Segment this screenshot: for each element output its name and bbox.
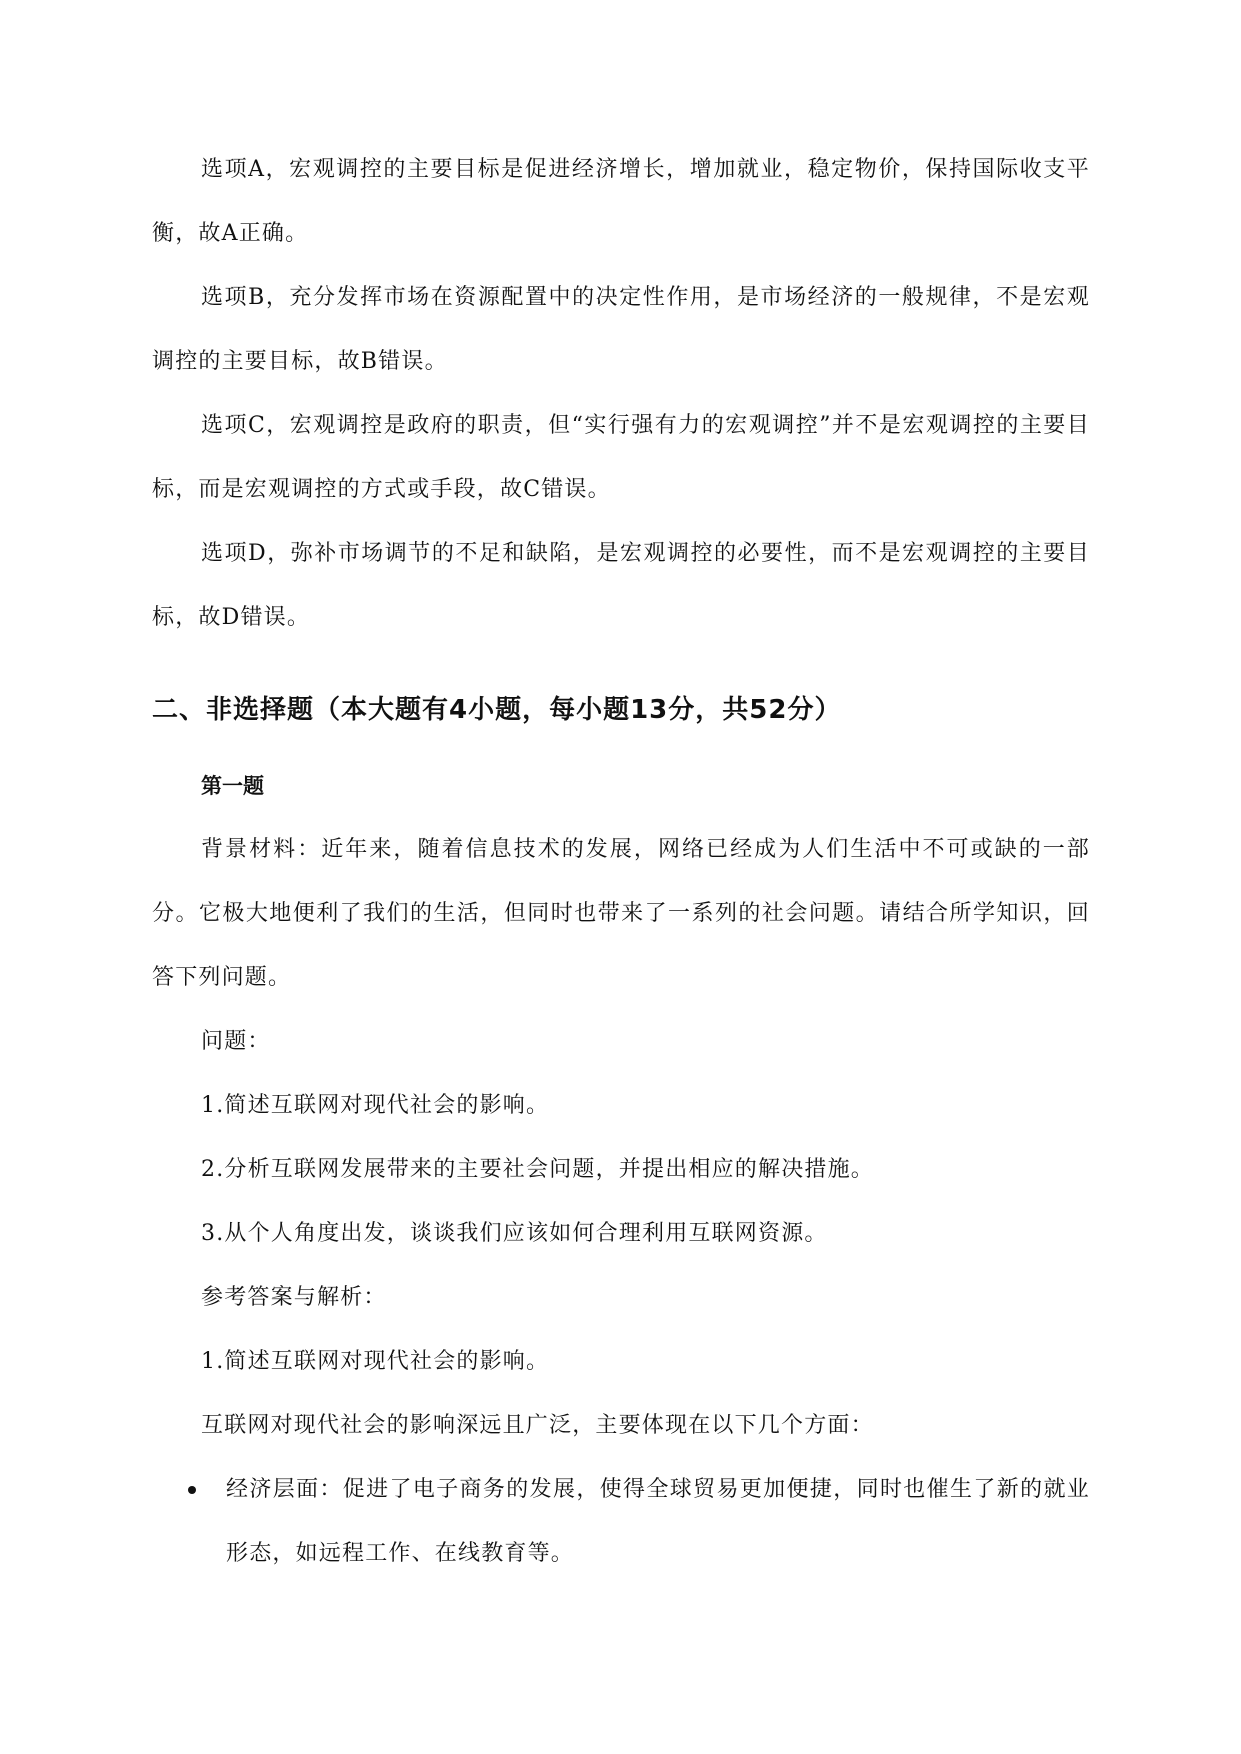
question-item-3: 3.从个人角度出发，谈谈我们应该如何合理利用互联网资源。	[201, 1221, 828, 1246]
question-item-2: 2.分析互联网发展带来的主要社会问题，并提出相应的解决措施。	[201, 1157, 874, 1182]
question-item-1: 1.简述互联网对现代社会的影响。	[201, 1093, 550, 1118]
questions-label: 问题：	[201, 1029, 271, 1054]
bullet-text: 经济层面：促进了电子商务的发展，使得全球贸易更加便捷，同时也催生了新的就业形态，如远程工作、在线教育等。	[226, 1477, 1090, 1566]
background-paragraph: 背景材料：近年来，随着信息技术的发展，网络已经成为人们生活中不可或缺的一部分。它极大地便利了我们的生活，但同时也带来了一系列的社会问题。请结合所学知识，回答下列问题。	[152, 837, 1090, 990]
option-a-paragraph: 选项A，宏观调控的主要目标是促进经济增长，增加就业，稳定物价，保持国际收支平衡，故A正确。	[152, 157, 1090, 246]
answer-q1-title: 1.简述互联网对现代社会的影响。	[201, 1349, 550, 1374]
section-heading: 二、非选择题（本大题有4小题，每小题13分，共52分）	[152, 695, 842, 725]
answer-label: 参考答案与解析：	[201, 1285, 387, 1310]
list-item	[152, 1458, 1090, 1586]
option-b-paragraph: 选项B，充分发挥市场在资源配置中的决定性作用，是市场经济的一般规律，不是宏观调控的主要目标，故B错误。	[152, 285, 1090, 374]
document-body	[152, 138, 1090, 1586]
option-d-paragraph: 选项D，弥补市场调节的不足和缺陷，是宏观调控的必要性，而不是宏观调控的主要目标，故D错误。	[152, 541, 1090, 630]
answer-bullet-list	[152, 1458, 1090, 1586]
bullet-dot-icon	[188, 1486, 196, 1494]
question-title: 第一题	[201, 774, 264, 798]
option-c-paragraph: 选项C，宏观调控是政府的职责，但“实行强有力的宏观调控”并不是宏观调控的主要目标，而是宏观调控的方式或手段，故C错误。	[152, 413, 1090, 502]
answer-intro: 互联网对现代社会的影响深远且广泛，主要体现在以下几个方面：	[201, 1413, 874, 1438]
